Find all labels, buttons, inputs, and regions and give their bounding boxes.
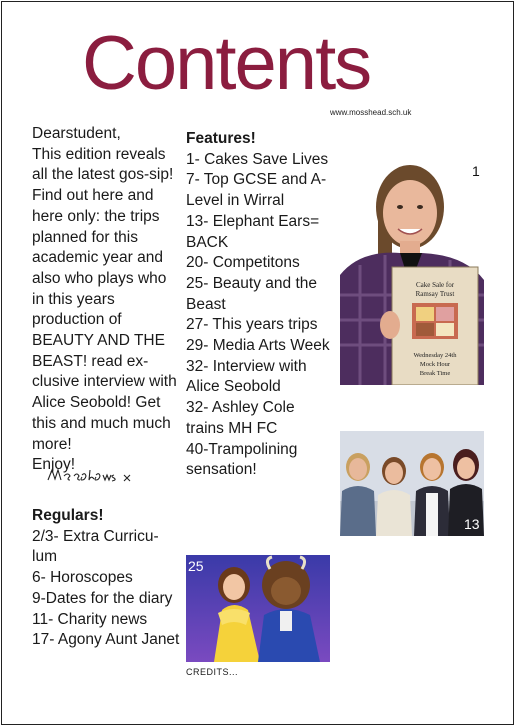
svg-text:Break Time: Break Time [419,370,451,377]
photo-page-number-1: 1 [472,163,480,179]
image-credits: CREDITS... [186,667,239,677]
editor-signature [46,466,146,486]
page-title: Contents [82,21,371,106]
svg-text:Mock Hour: Mock Hour [419,361,451,368]
svg-text:Ramsay Trust: Ramsay Trust [415,290,455,298]
photo-page-number-13: 13 [464,516,480,532]
beauty-and-beast-image [186,555,330,662]
features-heading: Features! [186,130,256,147]
regulars-heading: Regulars! [32,507,104,524]
regulars-list: 2/3- Extra Curricu-lum 6- Horoscopes 9-Dates for the diary 11- Charity news 17- Agony Aunt Janet [32,527,180,649]
svg-text:Wednesday 24th: Wednesday 24th [413,352,457,359]
website-url[interactable]: www.mosshead.sch.uk [330,108,412,117]
cake-sale-photo [340,155,484,385]
regulars-section [32,506,180,651]
svg-text:Cake Sale for: Cake Sale for [415,281,455,289]
features-list: 1- Cakes Save Lives 7- Top GCSE and A-Level in Wirral 13- Elephant Ears= BACK 20- Competitons 25- Beauty and the Beast 27- This years trips 29- Media Arts Week 32- Interview with Alice Seobold 32- Ashley Cole trains MH FC 40-Trampolining sensation! [186,150,330,479]
editor-letter: Dearstudent, This edition reveals all the latest gos-sip! Find out here and here only: the trips planned for this academic year and also who plays who in this years production of BEAUTY AND THE BEAST! read ex-clusive interview with Alice Seobold! Get this and much much more! Enjoy! [32,125,177,474]
features-section [186,129,336,481]
group-photo [340,431,484,536]
photo-page-number-25: 25 [188,558,204,574]
